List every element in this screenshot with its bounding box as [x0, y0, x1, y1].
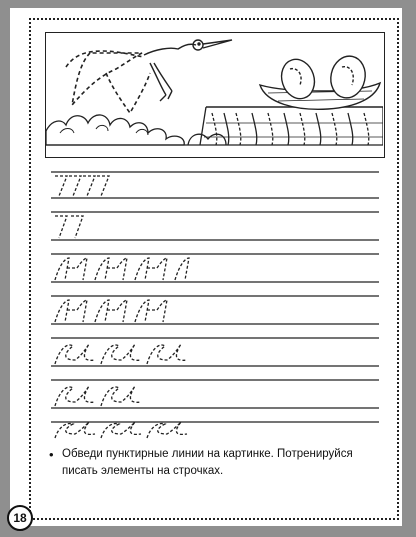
practice-row-7: [55, 422, 187, 438]
instruction-text: Обведи пунктирные линии на картинке. Потренируйся писать элементы на строчках.: [62, 448, 353, 477]
instruction: [49, 446, 379, 480]
practice-strokes: [45, 170, 385, 440]
bullet-icon: •: [49, 447, 54, 462]
practice-row-2: [55, 216, 83, 238]
practice-lines: [45, 170, 385, 440]
practice-row-5: [55, 344, 187, 364]
practice-row-3: [55, 258, 189, 280]
worksheet-page: [10, 8, 402, 526]
illustration-drawing: [46, 33, 383, 156]
illustration: [45, 32, 385, 158]
roof-icon: [200, 107, 383, 145]
page-number: 18: [7, 505, 33, 531]
practice-row-6: [55, 386, 141, 406]
dotted-frame: [29, 18, 399, 520]
practice-row-4: [55, 300, 167, 322]
stork-icon: [66, 40, 232, 113]
bushes-icon: [46, 115, 226, 145]
practice-row-1: [55, 176, 109, 196]
